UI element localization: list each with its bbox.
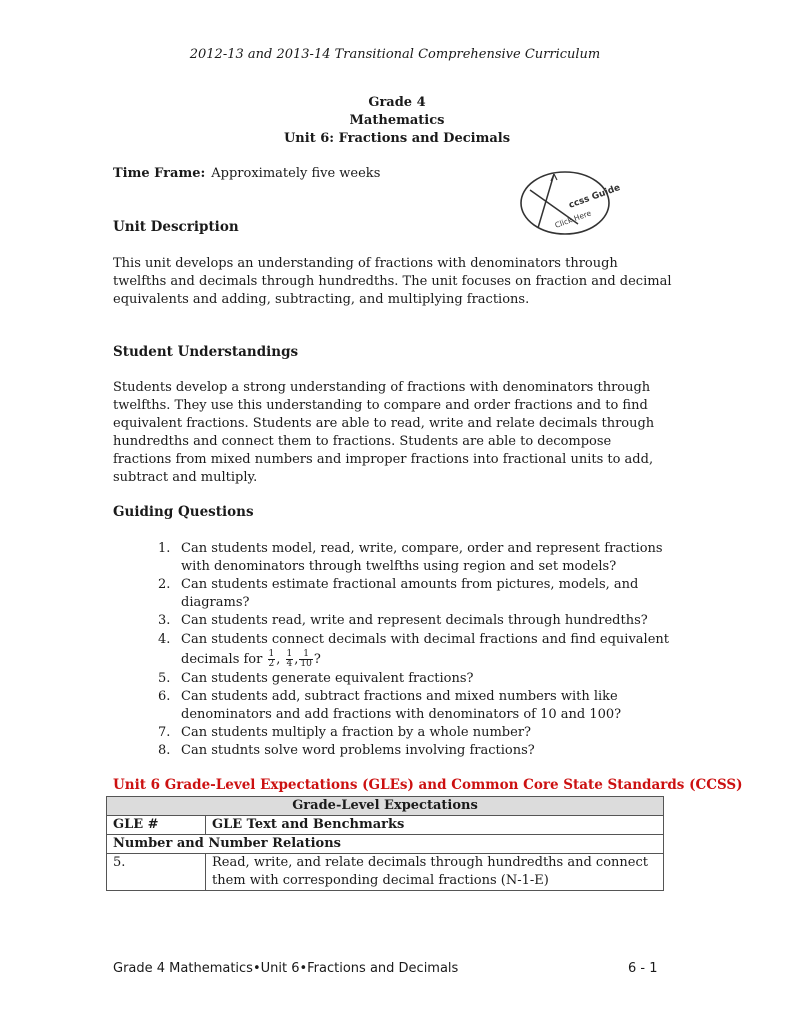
gle-row-number: 5. bbox=[107, 854, 206, 891]
list-item: 4. Can students connect decimals with decimal fractions and find equivalent decimals for $\frac{1}{2}$ , $\frac{1}{4}$ , $\frac{1}{10}$ ? bbox=[158, 632, 670, 669]
list-item: 5. Can students generate equivalent fractions? bbox=[158, 671, 474, 686]
unit-description-heading: Unit Description bbox=[113, 219, 239, 235]
list-item: 6. Can students add, subtract fractions and mixed numbers with like denominators and add fractions with denominators of 10 and 100? bbox=[158, 689, 622, 722]
time-frame-value: Approximately five weeks bbox=[211, 166, 381, 181]
list-item: 7. Can students multiply a fraction by a whole number? bbox=[158, 725, 531, 740]
page-header: 2012-13 and 2013-14 Transitional Comprehensive Curriculum bbox=[189, 47, 601, 62]
list-item: 2. Can students estimate fractional amounts from pictures, models, and diagrams? bbox=[158, 577, 639, 610]
table-row bbox=[107, 854, 664, 891]
gle-section-heading: Unit 6 Grade-Level Expectations (GLEs) and Common Core State Standards (CCSS) bbox=[113, 777, 743, 793]
list-item: 1. Can students model, read, write, compare, order and represent fractions with denominators through twelfths using region and set models? bbox=[158, 541, 663, 574]
fraction-half: $\frac{1}{2}$ bbox=[268, 649, 275, 669]
grade-title: Grade 4 bbox=[368, 95, 426, 110]
gle-group-row: Number and Number Relations bbox=[107, 835, 664, 854]
gle-col-text-header: GLE Text and Benchmarks bbox=[206, 816, 664, 835]
student-understandings-heading: Student Understandings bbox=[113, 344, 299, 360]
ccss-guide-logo bbox=[518, 168, 622, 238]
footer-title: Grade 4 Mathematics•Unit 6•Fractions and Decimals bbox=[113, 961, 459, 976]
guiding-questions-heading: Guiding Questions bbox=[113, 504, 254, 520]
logo-text-main: ccss Guide bbox=[567, 182, 622, 211]
list-item: 8. Can studnts solve word problems involving fractions? bbox=[158, 743, 535, 758]
logo-text-sub: Click Here bbox=[553, 208, 593, 230]
ccss-guide-link[interactable] bbox=[518, 168, 622, 238]
unit-description-text: This unit develops an understanding of fractions with denominators through twelfths and decimals through hundredths. The unit focuses on fraction and decimal equivalents and adding, subtracting, and multiplying fractions. bbox=[113, 256, 672, 307]
fraction-quarter: $\frac{1}{4}$ bbox=[286, 649, 293, 669]
fraction-tenth: $\frac{1}{10}$ bbox=[300, 649, 312, 669]
list-item: 3. Can students read, write and represent decimals through hundredths? bbox=[158, 613, 648, 628]
time-frame-label: Time Frame: bbox=[113, 166, 206, 181]
title-block bbox=[0, 94, 794, 148]
student-understandings-text: Students develop a strong understanding of fractions with denominators through twelfths. They use this understanding to compare and order fractions and to find equivalent fractions. Students are able to read, write and relate decimals through hundredths and connect them to fractions. Students are able to decompose fractions from mixed numbers and improper fractions into fractional units to add, subtract and multiply. bbox=[113, 380, 655, 485]
gle-row-text: Read, write, and relate decimals through hundredths and connect them with corresponding decimal fractions (N-1-E) bbox=[206, 854, 664, 891]
guiding-questions-list bbox=[158, 540, 678, 760]
unit-title: Unit 6: Fractions and Decimals bbox=[283, 131, 511, 146]
time-frame bbox=[113, 166, 380, 181]
gle-col-number-header: GLE # bbox=[107, 816, 206, 835]
gle-table bbox=[106, 796, 664, 891]
subject-title: Mathematics bbox=[349, 113, 445, 128]
gle-table-title: Grade-Level Expectations bbox=[107, 797, 664, 816]
page-number: 6 - 1 bbox=[628, 961, 658, 976]
